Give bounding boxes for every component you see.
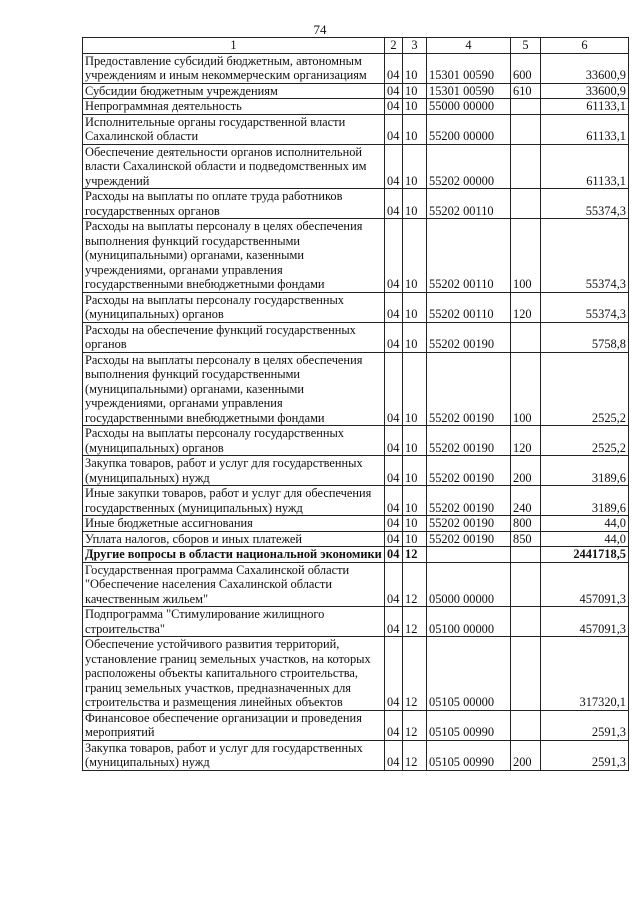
subsection-code-cell: 12 — [403, 710, 427, 740]
expense-name-cell: Закупка товаров, работ и услуг для государственных (муниципальных) нужд — [83, 740, 385, 770]
expense-type-cell: 200 — [511, 740, 541, 770]
expense-name-cell: Непрограммная деятельность — [83, 99, 385, 115]
subsection-code-cell: 10 — [403, 456, 427, 486]
subsection-code-cell: 12 — [403, 547, 427, 563]
table-row — [83, 114, 629, 144]
table-row — [83, 189, 629, 219]
section-code-cell: 04 — [385, 547, 403, 563]
subsection-code-cell: 10 — [403, 352, 427, 426]
table-row — [83, 322, 629, 352]
subsection-code-cell: 10 — [403, 486, 427, 516]
target-article-cell: 15301 00590 — [427, 53, 511, 83]
expense-type-cell — [511, 99, 541, 115]
expense-name-cell: Другие вопросы в области национальной экономики — [83, 547, 385, 563]
expense-name-cell: Расходы на выплаты персоналу в целях обеспечения выполнения функций государственными (муниципальными) органами, казенными учреждениями, органами управления государственными внебюджетными фондами — [83, 219, 385, 293]
target-article-cell: 55202 00110 — [427, 219, 511, 293]
expense-type-cell — [511, 144, 541, 189]
expense-type-cell: 600 — [511, 53, 541, 83]
table-row — [83, 144, 629, 189]
amount-cell: 457091,3 — [541, 607, 629, 637]
expense-name-cell: Иные закупки товаров, работ и услуг для обеспечения государственных (муниципальных) нужд — [83, 486, 385, 516]
expense-name-cell: Государственная программа Сахалинской области "Обеспечение населения Сахалинской области качественным жильем" — [83, 562, 385, 607]
target-article-cell: 55202 00190 — [427, 531, 511, 547]
section-code-cell: 04 — [385, 114, 403, 144]
subsection-code-cell: 10 — [403, 53, 427, 83]
expense-name-cell: Уплата налогов, сборов и иных платежей — [83, 531, 385, 547]
table-row — [83, 547, 629, 563]
subsection-code-cell: 10 — [403, 219, 427, 293]
table-row — [83, 562, 629, 607]
target-article-cell: 05105 00990 — [427, 710, 511, 740]
section-code-cell: 04 — [385, 637, 403, 711]
section-code-cell: 04 — [385, 352, 403, 426]
expense-name-cell: Субсидии бюджетным учреждениям — [83, 83, 385, 99]
expense-name-cell: Подпрограмма "Стимулирование жилищного строительства" — [83, 607, 385, 637]
table-row — [83, 83, 629, 99]
target-article-cell — [427, 547, 511, 563]
section-code-cell: 04 — [385, 740, 403, 770]
subsection-code-cell: 10 — [403, 426, 427, 456]
expense-type-cell — [511, 189, 541, 219]
table-row — [83, 740, 629, 770]
column-number: 2 — [385, 38, 403, 54]
column-number-row — [83, 38, 629, 54]
section-code-cell: 04 — [385, 322, 403, 352]
expense-type-cell — [511, 607, 541, 637]
section-code-cell: 04 — [385, 144, 403, 189]
amount-cell: 61133,1 — [541, 144, 629, 189]
target-article-cell: 55202 00190 — [427, 486, 511, 516]
table-row — [83, 607, 629, 637]
table-row — [83, 352, 629, 426]
target-article-cell: 55202 00110 — [427, 292, 511, 322]
table-row — [83, 710, 629, 740]
subsection-code-cell: 10 — [403, 114, 427, 144]
amount-cell: 55374,3 — [541, 292, 629, 322]
expense-type-cell: 850 — [511, 531, 541, 547]
target-article-cell: 55202 00190 — [427, 516, 511, 532]
table-row — [83, 53, 629, 83]
section-code-cell: 04 — [385, 562, 403, 607]
section-code-cell: 04 — [385, 531, 403, 547]
expense-type-cell: 100 — [511, 219, 541, 293]
section-code-cell: 04 — [385, 292, 403, 322]
target-article-cell: 55000 00000 — [427, 99, 511, 115]
table-row — [83, 219, 629, 293]
subsection-code-cell: 12 — [403, 740, 427, 770]
subsection-code-cell: 12 — [403, 607, 427, 637]
amount-cell: 317320,1 — [541, 637, 629, 711]
table-row — [83, 426, 629, 456]
section-code-cell: 04 — [385, 516, 403, 532]
column-number: 3 — [403, 38, 427, 54]
amount-cell: 2591,3 — [541, 740, 629, 770]
amount-cell: 2525,2 — [541, 352, 629, 426]
table-row — [83, 292, 629, 322]
expense-type-cell: 240 — [511, 486, 541, 516]
amount-cell: 3189,6 — [541, 456, 629, 486]
subsection-code-cell: 10 — [403, 189, 427, 219]
expense-name-cell: Закупка товаров, работ и услуг для государственных (муниципальных) нужд — [83, 456, 385, 486]
expense-name-cell: Расходы на выплаты персоналу в целях обеспечения выполнения функций государственными (муниципальными) органами, казенными учреждениями, органами управления государственными внебюджетными фондами — [83, 352, 385, 426]
amount-cell: 2591,3 — [541, 710, 629, 740]
target-article-cell: 05105 00990 — [427, 740, 511, 770]
table-row — [83, 486, 629, 516]
subsection-code-cell: 10 — [403, 83, 427, 99]
target-article-cell: 55202 00190 — [427, 456, 511, 486]
subsection-code-cell: 10 — [403, 322, 427, 352]
expense-name-cell: Расходы на выплаты персоналу государственных (муниципальных) органов — [83, 292, 385, 322]
expense-type-cell: 120 — [511, 426, 541, 456]
target-article-cell: 05000 00000 — [427, 562, 511, 607]
amount-cell: 61133,1 — [541, 114, 629, 144]
amount-cell: 3189,6 — [541, 486, 629, 516]
target-article-cell: 55202 00110 — [427, 189, 511, 219]
expense-name-cell: Предоставление субсидий бюджетным, автономным учреждениям и иным некоммерческим организациям — [83, 53, 385, 83]
expense-type-cell — [511, 562, 541, 607]
section-code-cell: 04 — [385, 607, 403, 637]
subsection-code-cell: 10 — [403, 292, 427, 322]
column-number: 4 — [427, 38, 511, 54]
amount-cell: 44,0 — [541, 531, 629, 547]
expense-type-cell — [511, 322, 541, 352]
expense-name-cell: Расходы на выплаты по оплате труда работников государственных органов — [83, 189, 385, 219]
column-number: 1 — [83, 38, 385, 54]
expense-name-cell: Обеспечение деятельности органов исполнительной власти Сахалинской области и подведомственных им учреждений — [83, 144, 385, 189]
amount-cell: 2441718,5 — [541, 547, 629, 563]
target-article-cell: 15301 00590 — [427, 83, 511, 99]
amount-cell: 5758,8 — [541, 322, 629, 352]
column-number: 5 — [511, 38, 541, 54]
section-code-cell: 04 — [385, 219, 403, 293]
expense-type-cell: 100 — [511, 352, 541, 426]
table-row — [83, 99, 629, 115]
amount-cell: 61133,1 — [541, 99, 629, 115]
section-code-cell: 04 — [385, 710, 403, 740]
amount-cell: 2525,2 — [541, 426, 629, 456]
expense-name-cell: Иные бюджетные ассигнования — [83, 516, 385, 532]
table-row — [83, 531, 629, 547]
expense-type-cell — [511, 637, 541, 711]
section-code-cell: 04 — [385, 53, 403, 83]
subsection-code-cell: 10 — [403, 144, 427, 189]
section-code-cell: 04 — [385, 426, 403, 456]
amount-cell: 33600,9 — [541, 53, 629, 83]
budget-table — [82, 37, 629, 771]
expense-name-cell: Обеспечение устойчивого развития территорий, установление границ земельных участков, на которых расположены объекты капитального строительства, границ земельных участков, предназначенных для строительства и размещения линейных объектов — [83, 637, 385, 711]
amount-cell: 55374,3 — [541, 189, 629, 219]
table-row — [83, 516, 629, 532]
expense-type-cell: 800 — [511, 516, 541, 532]
target-article-cell: 05105 00000 — [427, 637, 511, 711]
table-row — [83, 456, 629, 486]
expense-name-cell: Исполнительные органы государственной власти Сахалинской области — [83, 114, 385, 144]
target-article-cell: 05100 00000 — [427, 607, 511, 637]
expense-type-cell — [511, 114, 541, 144]
expense-name-cell: Расходы на выплаты персоналу государственных (муниципальных) органов — [83, 426, 385, 456]
target-article-cell: 55202 00000 — [427, 144, 511, 189]
section-code-cell: 04 — [385, 189, 403, 219]
subsection-code-cell: 10 — [403, 516, 427, 532]
target-article-cell: 55202 00190 — [427, 352, 511, 426]
amount-cell: 55374,3 — [541, 219, 629, 293]
expense-type-cell: 120 — [511, 292, 541, 322]
section-code-cell: 04 — [385, 486, 403, 516]
expense-name-cell: Финансовое обеспечение организации и проведения мероприятий — [83, 710, 385, 740]
amount-cell: 44,0 — [541, 516, 629, 532]
section-code-cell: 04 — [385, 83, 403, 99]
expense-name-cell: Расходы на обеспечение функций государственных органов — [83, 322, 385, 352]
subsection-code-cell: 12 — [403, 562, 427, 607]
target-article-cell: 55202 00190 — [427, 322, 511, 352]
subsection-code-cell: 10 — [403, 99, 427, 115]
column-number: 6 — [541, 38, 629, 54]
expense-type-cell — [511, 547, 541, 563]
target-article-cell: 55202 00190 — [427, 426, 511, 456]
subsection-code-cell: 10 — [403, 531, 427, 547]
amount-cell: 457091,3 — [541, 562, 629, 607]
amount-cell: 33600,9 — [541, 83, 629, 99]
expense-type-cell: 200 — [511, 456, 541, 486]
section-code-cell: 04 — [385, 456, 403, 486]
target-article-cell: 55200 00000 — [427, 114, 511, 144]
expense-type-cell: 610 — [511, 83, 541, 99]
expense-type-cell — [511, 710, 541, 740]
table-row — [83, 637, 629, 711]
page-number: 74 — [313, 22, 327, 37]
subsection-code-cell: 12 — [403, 637, 427, 711]
section-code-cell: 04 — [385, 99, 403, 115]
